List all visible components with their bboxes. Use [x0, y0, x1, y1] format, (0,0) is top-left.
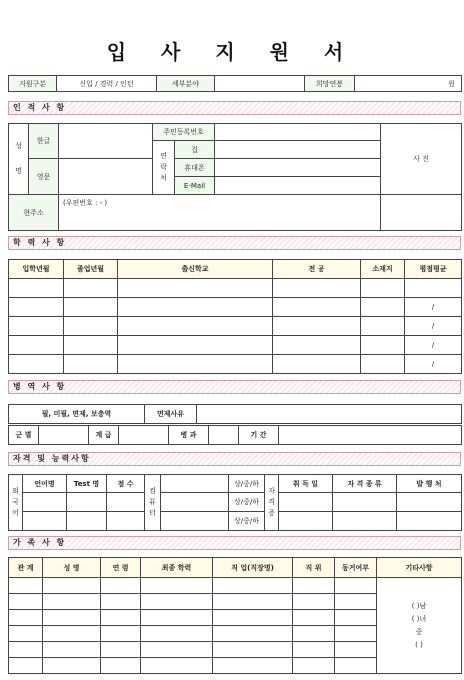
- rrn-label: 주민등록번호: [153, 124, 215, 141]
- family-cell[interactable]: [335, 626, 377, 642]
- acquired-date-col: 취 득 일: [279, 475, 333, 493]
- edu-cell[interactable]: [273, 279, 361, 298]
- score-col: 점 수: [107, 475, 145, 493]
- home-phone-label: 집: [175, 141, 215, 159]
- foreign-label-char-1: 외: [12, 487, 19, 495]
- family-cell[interactable]: [101, 578, 141, 594]
- family-cell[interactable]: [101, 594, 141, 610]
- foreign-label-char-2: 국: [12, 498, 19, 506]
- family-cell[interactable]: [9, 610, 43, 626]
- table-row: [9, 336, 462, 355]
- cert-label-char-1: 자: [268, 487, 275, 495]
- family-cell[interactable]: [9, 642, 43, 658]
- page-title: 입 사 지 원 서: [106, 40, 358, 64]
- edu-cell[interactable]: [9, 336, 64, 355]
- edu-cell[interactable]: [273, 298, 361, 317]
- family-col-other: 기타사항: [377, 558, 462, 578]
- test-col: Test 명: [67, 475, 107, 493]
- family-cell[interactable]: [141, 626, 213, 642]
- family-other-notes[interactable]: [377, 578, 462, 674]
- edu-cell[interactable]: [64, 279, 118, 298]
- issuer-input[interactable]: [397, 512, 462, 531]
- family-cell[interactable]: [141, 642, 213, 658]
- family-cell[interactable]: [9, 658, 43, 674]
- family-cell[interactable]: [43, 626, 101, 642]
- computer-label-char-3: 터: [149, 509, 156, 517]
- apply-info-table: [8, 75, 462, 92]
- family-col-occupation: 직 업(직장명): [213, 558, 293, 578]
- edu-cell[interactable]: [273, 355, 361, 374]
- cert-label-char-3: 증: [268, 509, 275, 517]
- family-cell[interactable]: [43, 642, 101, 658]
- computer-label: [145, 475, 161, 531]
- section-military: 병 역 사 항: [8, 380, 461, 394]
- edu-cell[interactable]: [9, 279, 64, 298]
- family-cell[interactable]: [293, 642, 335, 658]
- table-row: [9, 317, 462, 336]
- section-family: 가 족 사 항: [8, 536, 461, 550]
- family-cell[interactable]: [9, 626, 43, 642]
- edu-cell[interactable]: [361, 355, 405, 374]
- arm-input[interactable]: [209, 426, 239, 445]
- family-cell[interactable]: [335, 610, 377, 626]
- qualification-table: [8, 474, 462, 531]
- edu-col-school: 출신학교: [118, 260, 273, 279]
- edu-cell[interactable]: [9, 355, 64, 374]
- korean-name-label: 한글: [29, 124, 59, 159]
- issuer-input[interactable]: [397, 493, 462, 512]
- edu-cell[interactable]: [118, 317, 273, 336]
- branch-input[interactable]: [39, 426, 89, 445]
- family-cell[interactable]: [43, 578, 101, 594]
- language-input[interactable]: [23, 493, 67, 512]
- mobile-input[interactable]: [215, 159, 381, 177]
- name-label: [9, 124, 29, 195]
- edu-col-entry: 입학년월: [9, 260, 64, 279]
- edu-gpa-cell[interactable]: /: [405, 355, 462, 374]
- edu-cell[interactable]: [361, 279, 405, 298]
- edu-cell[interactable]: [118, 279, 273, 298]
- photo-box[interactable]: 사 진: [381, 124, 462, 195]
- family-cell[interactable]: [101, 642, 141, 658]
- english-name-input[interactable]: [59, 159, 153, 195]
- edu-gpa-cell[interactable]: /: [405, 336, 462, 355]
- score-input[interactable]: [107, 512, 145, 531]
- family-cell[interactable]: [101, 610, 141, 626]
- mobile-label: 휴대폰: [175, 159, 215, 177]
- certificate-label: [265, 475, 279, 531]
- edu-cell[interactable]: [64, 355, 118, 374]
- contact-label-char-3: 처: [160, 174, 167, 182]
- family-col-position: 직 위: [293, 558, 335, 578]
- test-input[interactable]: [67, 512, 107, 531]
- field-label: 세부분야: [157, 76, 215, 92]
- military-table-bottom: [8, 425, 462, 445]
- table-row: [9, 578, 462, 594]
- edu-col-gpa: 평점평균: [405, 260, 462, 279]
- foreign-label-char-3: 어: [12, 509, 19, 517]
- family-cell[interactable]: [213, 578, 293, 594]
- family-cell[interactable]: [213, 658, 293, 674]
- family-cell[interactable]: [213, 594, 293, 610]
- category-label: 지원구분: [9, 76, 57, 92]
- family-cell[interactable]: [43, 658, 101, 674]
- acquired-date-input[interactable]: [279, 512, 333, 531]
- email-label: E-Mail: [175, 177, 215, 195]
- address-input[interactable]: (우편번호 : - ): [59, 195, 381, 231]
- edu-cell[interactable]: [361, 336, 405, 355]
- contact-label-char-1: 연: [160, 152, 167, 160]
- cert-label-char-2: 격: [268, 498, 275, 506]
- section-personal: 인 적 사 항: [8, 101, 461, 115]
- family-col-education: 최종 학력: [141, 558, 213, 578]
- family-cell[interactable]: [293, 594, 335, 610]
- family-cell[interactable]: [9, 594, 43, 610]
- section-education: 학 력 사 항: [8, 236, 461, 250]
- family-cell[interactable]: [101, 658, 141, 674]
- family-cell[interactable]: [335, 578, 377, 594]
- family-cell[interactable]: [213, 610, 293, 626]
- computer-skill-input[interactable]: [161, 493, 229, 512]
- family-cell[interactable]: [213, 626, 293, 642]
- address-label: 현주소: [9, 195, 59, 231]
- family-cell[interactable]: [213, 642, 293, 658]
- exempt-reason-input[interactable]: [197, 405, 462, 424]
- edu-cell[interactable]: [118, 355, 273, 374]
- computer-level[interactable]: 상/중/하: [229, 475, 265, 493]
- contact-label: [153, 141, 175, 195]
- edu-cell[interactable]: [361, 317, 405, 336]
- edu-cell[interactable]: [273, 336, 361, 355]
- table-row: [9, 355, 462, 374]
- cert-type-col: 자 격 종 류: [333, 475, 397, 493]
- family-cell[interactable]: [101, 626, 141, 642]
- edu-cell[interactable]: [273, 317, 361, 336]
- photo-box-bottom: [381, 195, 462, 231]
- edu-cell[interactable]: [361, 298, 405, 317]
- family-cell[interactable]: [293, 578, 335, 594]
- computer-skill-input[interactable]: [161, 475, 229, 493]
- family-cell[interactable]: [293, 658, 335, 674]
- section-qualification: 자격 및 능력사항: [8, 452, 461, 466]
- other-line-male: ( )남: [411, 601, 427, 610]
- computer-level[interactable]: 상/중/하: [229, 493, 265, 512]
- contact-label-char-2: 락: [160, 163, 167, 171]
- family-cell[interactable]: [9, 578, 43, 594]
- family-cell[interactable]: [141, 578, 213, 594]
- edu-gpa-cell[interactable]: /: [405, 298, 462, 317]
- edu-cell[interactable]: [9, 298, 64, 317]
- branch-label: 군 별: [9, 426, 39, 445]
- family-cell[interactable]: [43, 610, 101, 626]
- computer-skill-input[interactable]: [161, 512, 229, 531]
- personal-table: [8, 123, 462, 231]
- language-col: 언어명: [23, 475, 67, 493]
- computer-label-char-1: 컴: [149, 487, 156, 495]
- edu-col-graduation: 졸업년월: [64, 260, 118, 279]
- table-row: [9, 279, 462, 298]
- family-table: [8, 557, 462, 674]
- family-cell[interactable]: [43, 594, 101, 610]
- score-input[interactable]: [107, 493, 145, 512]
- language-input[interactable]: [23, 512, 67, 531]
- family-cell[interactable]: [141, 594, 213, 610]
- family-cell[interactable]: [335, 658, 377, 674]
- period-label: 기 간: [239, 426, 279, 445]
- cert-type-input[interactable]: [333, 493, 397, 512]
- military-table-top: [8, 404, 462, 424]
- field-input[interactable]: [215, 76, 305, 92]
- email-input[interactable]: [215, 177, 381, 195]
- edu-cell[interactable]: [64, 317, 118, 336]
- home-phone-input[interactable]: [215, 141, 381, 159]
- edu-gpa-cell[interactable]: /: [405, 317, 462, 336]
- korean-name-input[interactable]: [59, 124, 153, 159]
- family-cell[interactable]: [141, 658, 213, 674]
- salary-label: 희망연봉: [305, 76, 355, 92]
- english-name-label: 영문: [29, 159, 59, 195]
- acquired-date-input[interactable]: [279, 493, 333, 512]
- family-cell[interactable]: [293, 626, 335, 642]
- edu-cell[interactable]: [118, 336, 273, 355]
- edu-cell[interactable]: [118, 298, 273, 317]
- other-line-blank: ( ): [415, 640, 423, 649]
- other-line-female: ( )녀: [411, 614, 427, 623]
- test-input[interactable]: [67, 493, 107, 512]
- edu-cell[interactable]: [9, 317, 64, 336]
- family-cell[interactable]: [335, 594, 377, 610]
- arm-label: 병 과: [169, 426, 209, 445]
- edu-cell[interactable]: [64, 336, 118, 355]
- edu-gpa-cell[interactable]: [405, 279, 462, 298]
- family-cell[interactable]: [293, 610, 335, 626]
- rrn-input[interactable]: [215, 124, 381, 141]
- foreign-language-label: [9, 475, 23, 531]
- family-col-name: 성 명: [43, 558, 101, 578]
- edu-col-major: 전 공: [273, 260, 361, 279]
- cert-type-input[interactable]: [333, 512, 397, 531]
- name-label-char-2: 명: [15, 167, 22, 175]
- period-input[interactable]: [279, 426, 462, 445]
- rank-label: 계 급: [89, 426, 119, 445]
- name-label-char-1: 성: [15, 142, 22, 150]
- computer-label-char-2: 퓨: [149, 498, 156, 506]
- family-cell[interactable]: [335, 642, 377, 658]
- edu-cell[interactable]: [64, 298, 118, 317]
- issuer-col: 발 행 처: [397, 475, 462, 493]
- salary-unit[interactable]: 원: [355, 76, 462, 92]
- category-options[interactable]: 신입 / 경력 / 인턴: [57, 76, 157, 92]
- table-row: [9, 298, 462, 317]
- computer-level[interactable]: 상/중/하: [229, 512, 265, 531]
- family-col-cohabit: 동거여부: [335, 558, 377, 578]
- family-col-age: 연 령: [101, 558, 141, 578]
- rank-input[interactable]: [119, 426, 169, 445]
- education-table: [8, 259, 462, 374]
- edu-col-location: 소재지: [361, 260, 405, 279]
- family-cell[interactable]: [141, 610, 213, 626]
- other-line-middle: 중: [415, 627, 423, 636]
- family-col-relation: 관 계: [9, 558, 43, 578]
- exempt-reason-label: 면제사유: [145, 405, 197, 424]
- military-status-options[interactable]: 필, 미필, 면제, 보충역: [9, 405, 145, 424]
